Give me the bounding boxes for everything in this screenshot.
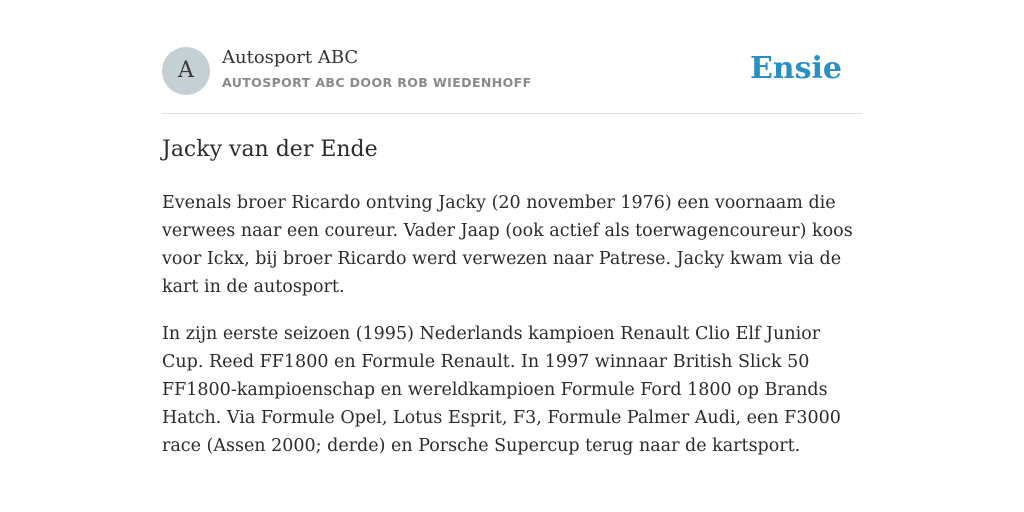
author-name[interactable]: Autosport ABC (222, 47, 359, 68)
article-title: Jacky van der Ende (162, 137, 378, 162)
header (162, 47, 862, 95)
article-body (162, 189, 862, 479)
divider (162, 113, 862, 114)
paragraph: Evenals broer Ricardo ontving Jacky (20 november 1976) een voornaam die verwees naar een coureur. Vader Jaap (ook actief als toerwagencoureur) koos voor Ickx, bij broer Ricardo werd verwezen naar Patrese. Jacky kwam via de kart in de autosport. (162, 193, 853, 297)
author-subtitle: AUTOSPORT ABC DOOR ROB WIEDENHOFF (222, 75, 532, 90)
brand-logo[interactable]: Ensie (749, 51, 842, 86)
paragraph: In zijn eerste seizoen (1995) Nederlands kampioen Renault Clio Elf Junior Cup. Reed FF1800 en Formule Renault. In 1997 winnaar British Slick 50 FF1800-kampioenschap en wereldkampioen Formule Ford 1800 op Brands Hatch. Via Formule Opel, Lotus Esprit, F3, Formule Palmer Audi, een F3000 race (Assen 2000; derde) en Porsche Supercup terug naar de kartsport. (162, 324, 841, 456)
avatar[interactable]: A (162, 47, 210, 95)
